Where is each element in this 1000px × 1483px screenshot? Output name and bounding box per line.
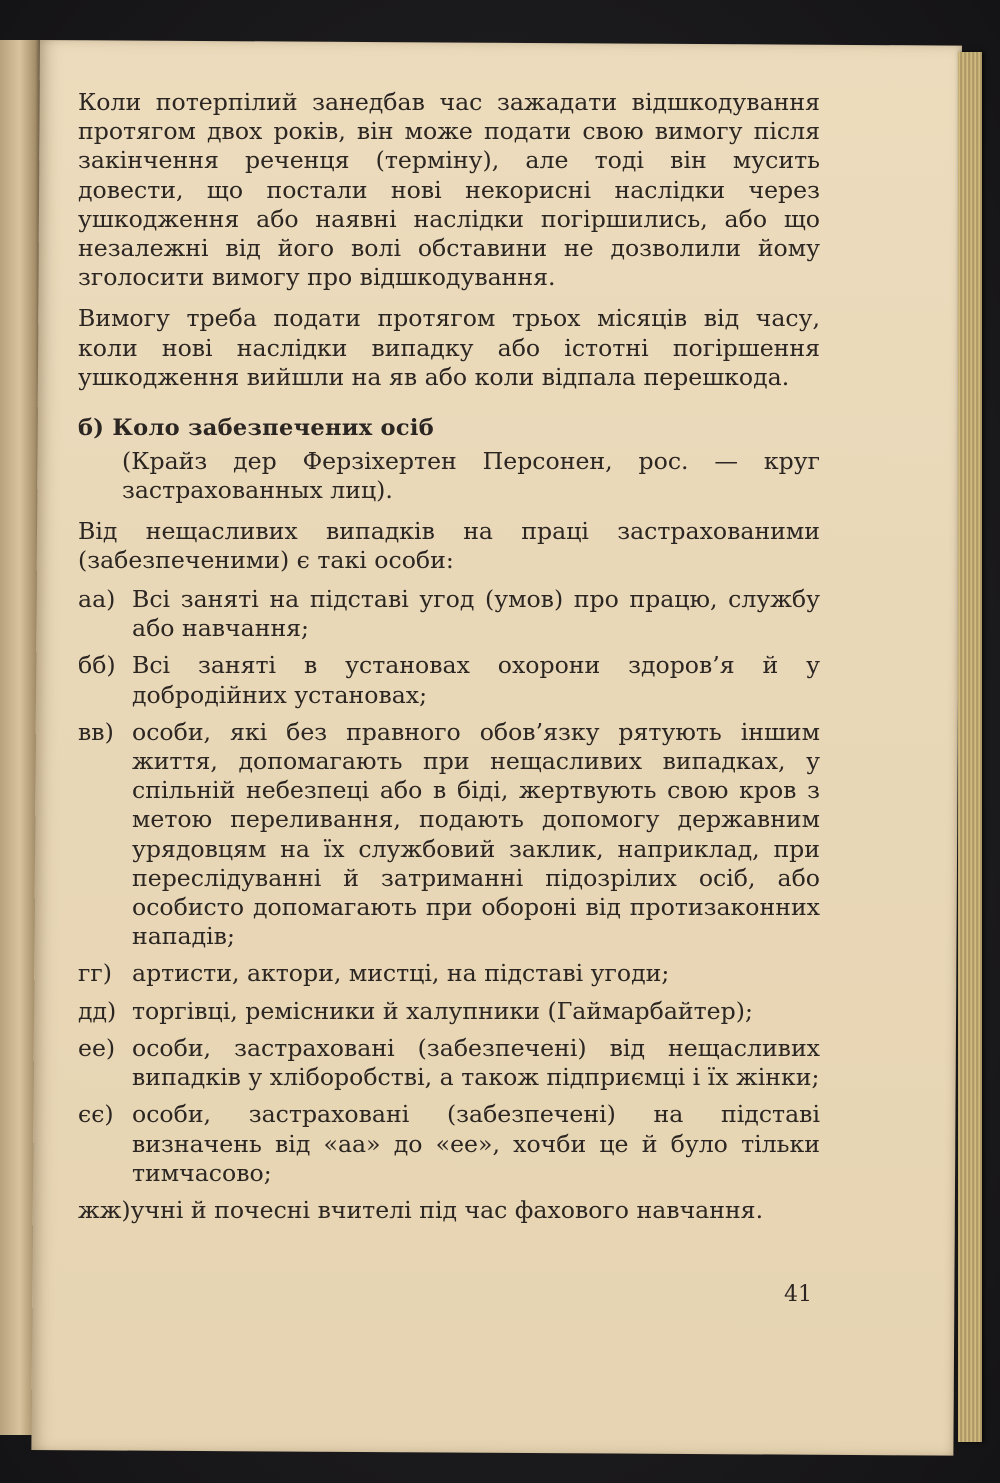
list-item-last: жж)учні й почесні вчителі під час фахового навчання. — [78, 1195, 764, 1224]
page-text — [78, 88, 820, 1225]
section-subtitle: (Крайз дер Ферзіхертен Персонен, рос. — круг застрахованных лиц). — [122, 447, 820, 505]
paragraph-1: Коли потерпілий занедбав час зажадати відшкодування протягом двох років, він може подати свою вимогу після закінчення реченця (терміну), але тоді він мусить довести, що постали нові некорисні наслідки через ушкодження або наявні наслідки погіршились, або що незалежні від його волі обставини не дозволили йому зголосити вимогу про відшкодування. — [78, 88, 820, 292]
list-text: Всі заняті в установах охорони здоров’я й у добродійних установах; — [132, 651, 820, 709]
list-marker: вв) — [78, 717, 114, 746]
intro-paragraph: Від нещасливих випадків на праці застрахованими (забезпеченими) є такі особи: — [78, 516, 820, 574]
list-item — [78, 1034, 820, 1092]
list-text: особи, застраховані (забезпечені) на підставі визначень від «аа» до «ее», хочби це й було тільки тимчасово; — [132, 1100, 820, 1187]
list-item — [78, 718, 820, 952]
list-marker: ее) — [78, 1033, 116, 1062]
list-marker: бб) — [78, 651, 116, 680]
page-number: 41 — [784, 1282, 812, 1307]
list-item — [78, 997, 820, 1026]
list-marker: аа) — [78, 585, 116, 614]
list-text: артисти, актори, мистці, на підставі угоди; — [132, 959, 670, 988]
list-text: торгівці, ремісники й халупники (Гаймарбайтер); — [132, 996, 753, 1025]
list-text: особи, які без правного обов’язку рятують іншим життя, допомагають при нещасливих випадках, у спільній небезпеці або в біді, жертвують свою кров з метою переливання, подають допомогу державним урядовцям на їх службовий заклик, наприклад, при переслідуванні й затриманні підозрілих осіб, або особисто допомагають при обороні від протизаконних нападів; — [132, 717, 820, 951]
paragraph-2: Вимогу треба подати протягом трьох місяців від часу, коли нові наслідки випадку або істотні погіршення ушкодження вийшли на яв або коли відпала перешкода. — [78, 304, 820, 391]
list-item — [78, 585, 820, 643]
list-item — [78, 1100, 820, 1188]
section-heading: б) Коло забезпечених осіб — [78, 415, 435, 442]
page-stack-edge — [958, 52, 982, 1442]
list-marker: єє) — [78, 1100, 114, 1129]
list-item — [78, 959, 820, 988]
list-marker: гг) — [78, 959, 112, 988]
list-marker: дд) — [78, 996, 117, 1025]
list-text: особи, застраховані (забезпечені) від нещасливих випадків у хліборобстві, а також підприємці і їх жінки; — [132, 1033, 820, 1092]
list-item — [78, 651, 820, 709]
list-text: Всі заняті на підставі угод (умов) про працю, службу або навчання; — [132, 585, 820, 643]
